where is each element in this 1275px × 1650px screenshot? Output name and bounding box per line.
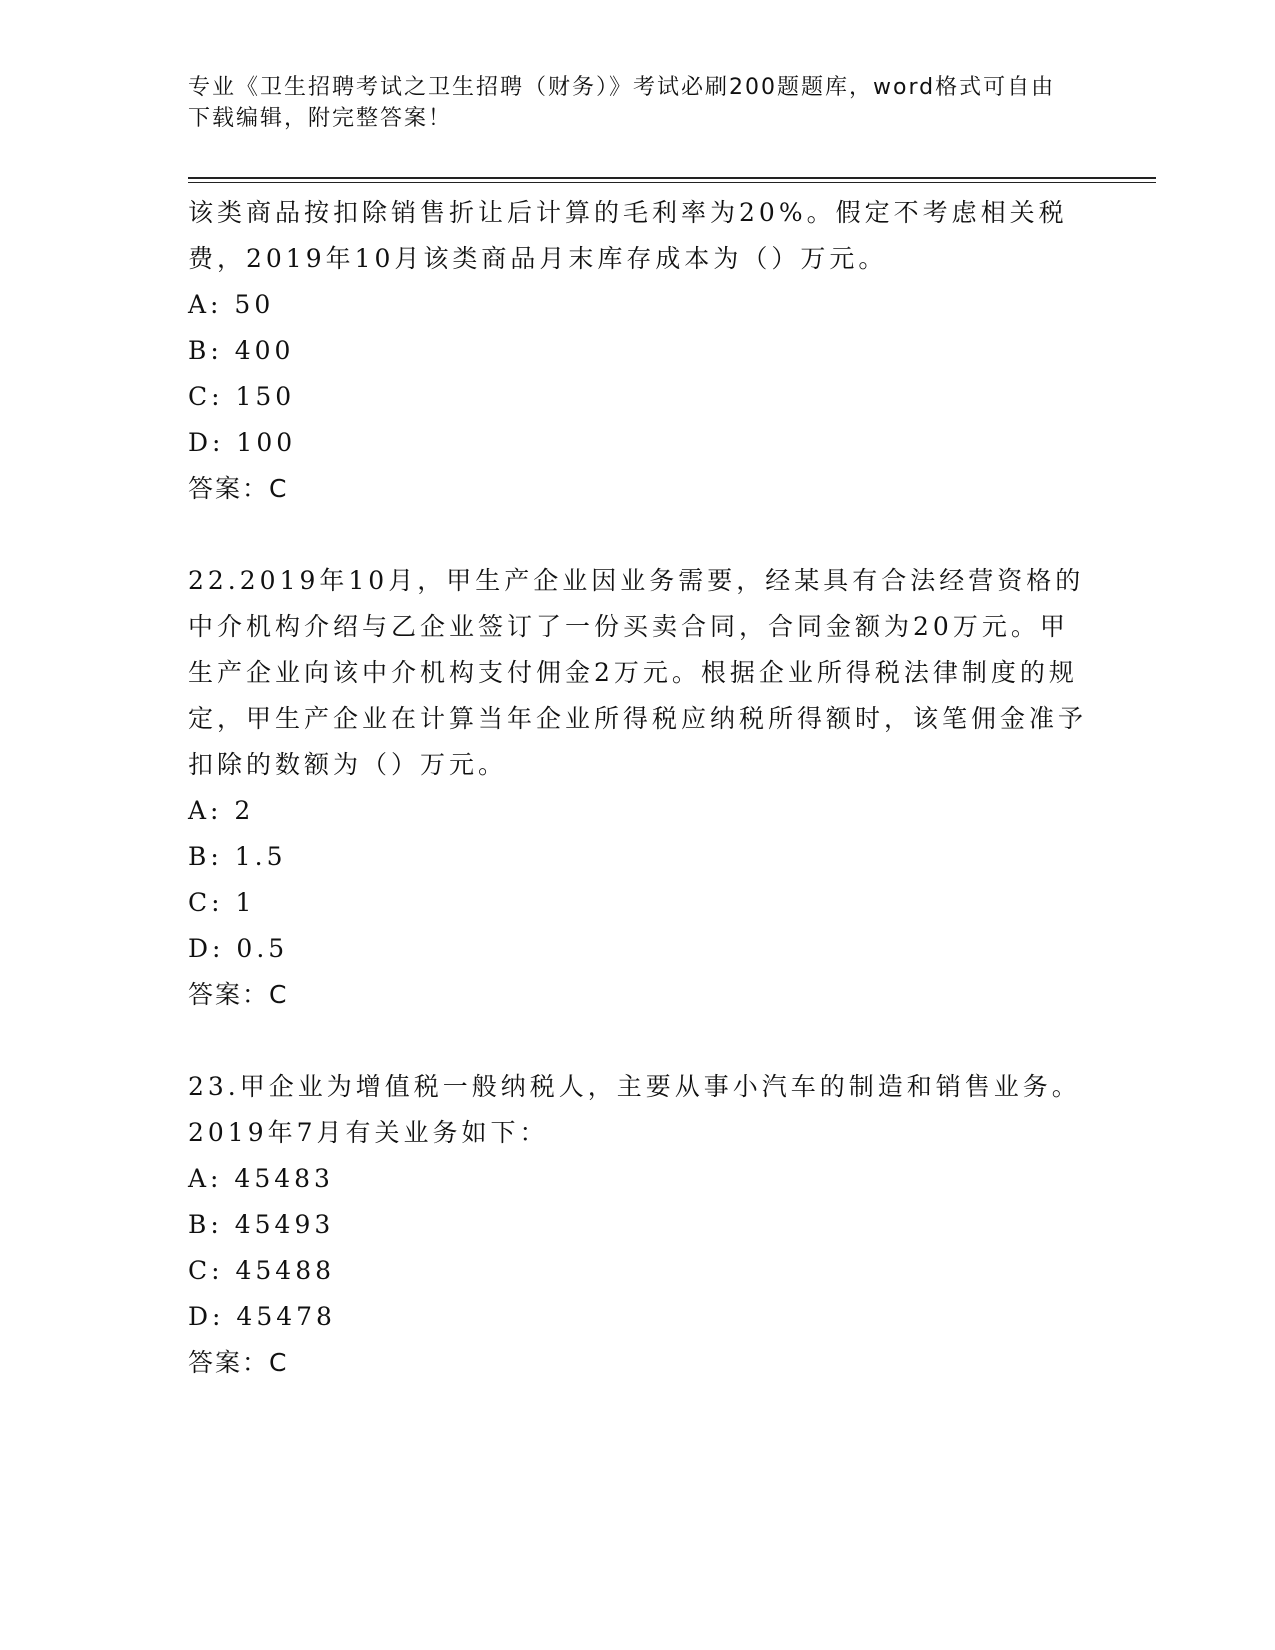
question-block <box>188 1064 1088 1386</box>
question-text: 该类商品按扣除销售折让后计算的毛利率为20%。假定不考虑相关税费，2019年10月该类商品月末库存成本为（）万元。 <box>188 198 1068 273</box>
option-c: C: 1 <box>188 888 256 917</box>
question-block <box>188 558 1088 1018</box>
spacer <box>188 512 1088 558</box>
option-d: D: 0.5 <box>188 934 289 963</box>
option-a: A: 45483 <box>188 1164 334 1193</box>
question-text: 22.2019年10月，甲生产企业因业务需要，经某具有合法经营资格的中介机构介绍与乙企业签订了一份买卖合同，合同金额为20万元。甲生产企业向该中介机构支付佣金2万元。根据企业所得税法律制度的规定，甲生产企业在计算当年企业所得税应纳税所得额时，该笔佣金准予扣除的数额为（）万元。 <box>188 566 1088 779</box>
option-d: D: 100 <box>188 428 297 457</box>
question-text: 23.甲企业为增值税一般纳税人，主要从事小汽车的制造和销售业务。2019年7月有关业务如下： <box>188 1072 1081 1147</box>
option-c: C: 45488 <box>188 1256 336 1285</box>
answer-line: 答案：C <box>188 1348 289 1377</box>
question-block <box>188 190 1088 512</box>
header-divider-thin <box>188 182 1156 183</box>
option-d: D: 45478 <box>188 1302 336 1331</box>
answer-line: 答案：C <box>188 980 289 1009</box>
option-b: B: 1.5 <box>188 842 287 871</box>
option-b: B: 45493 <box>188 1210 335 1239</box>
answer-line: 答案：C <box>188 474 289 503</box>
question-list <box>188 190 1088 1386</box>
header-divider-thick <box>188 177 1156 179</box>
document-header: 专业《卫生招聘考试之卫生招聘（财务）》考试必刷200题题库，word格式可自由下载编辑，附完整答案！ <box>188 75 1056 131</box>
option-b: B: 400 <box>188 336 295 365</box>
option-a: A: 2 <box>188 796 255 825</box>
option-a: A: 50 <box>188 290 275 319</box>
option-c: C: 150 <box>188 382 296 411</box>
spacer <box>188 1018 1088 1064</box>
